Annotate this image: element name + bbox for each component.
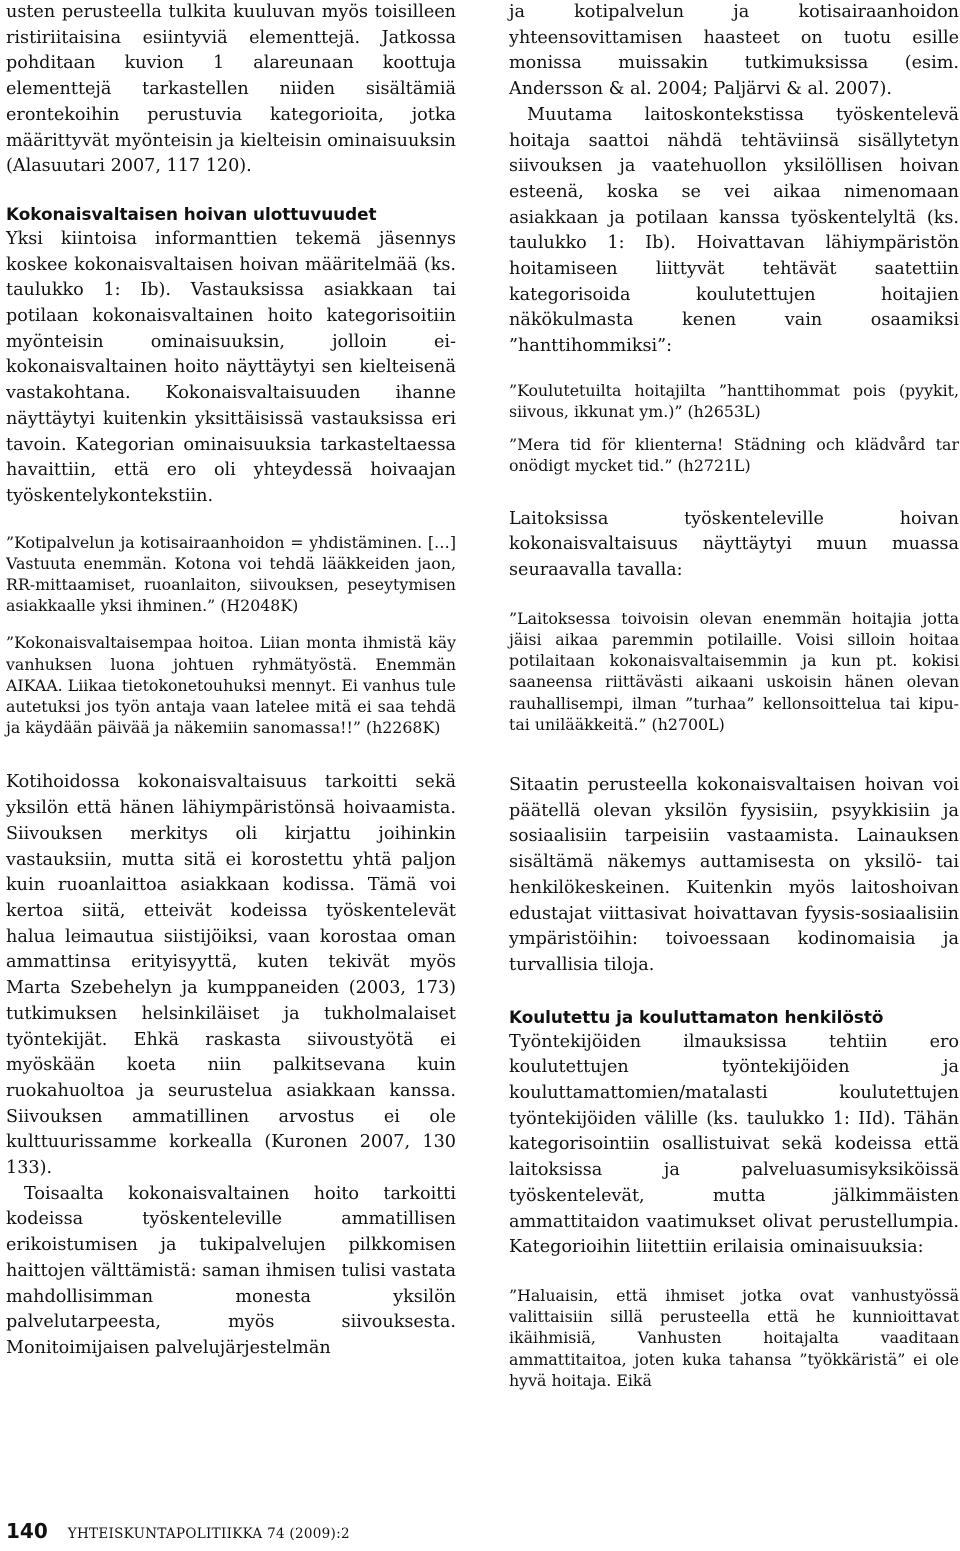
paragraph-institution-cleaning: Muutama laitoskontekstissa työskentelevä hoitaja saattoi nähdä tehtäviinsä sisällytetyn siivouksen ja vaatehuollon yksilöllisen hoivan esteenä, koska se vei aikaa nimenomaan asiakkaan ja potilaan kanssa työskentelyltä (ks. taulukko 1: Ib). Hoivattavan lähiympäristön hoitamiseen liittyvät tehtävät saatettiin kategorisoida koulutettujen hoitajien näkökulmasta kenen vain osaamiksi ”hanttihommiksi”: (509, 104, 959, 357)
page-footer (6, 1519, 350, 1547)
paragraph-on-the-other-hand: Toisaalta kokonaisvaltainen hoito tarkoitti kodeissa työskenteleville ammatillisen erikoistumisen ja tukipalvelujen pilkkomisen haittojen välttämistä: saman ihmisen tulisi vastata mahdollisimman monesta yksilön palvelutarpeesta, myös siivouksesta. Monitoimijaisen palvelujärjestelmän (6, 1183, 456, 1358)
section-heading-trained-staff: Koulutettu ja kouluttamaton henkilöstö (509, 1006, 884, 1027)
paragraph-home-care: Kotihoidossa kokonaisvaltaisuus tarkoitti sekä yksilön että hänen lähiympäristönsä hoivaamista. Siivouksen merkitys oli kirjattu joihinkin vastauksiin, mutta sitä ei korostettu yhtä paljon kuin ruoanlaittoa asiakkaan kodissa. Tämä voi kertoa siitä, etteivät kodeissa työskentelevät halua leimautua siistijöiksi, vaan korostaa oman ammattinsa erityisyyttä, kuten tekivät myös Marta Szebehelyn ja kumppaneiden (2003, 173) tutkimuksen helsinkiläiset ja tukholmalaiset työntekijät. Ehkä raskasta siivoustyötä ei myöskään koeta niin palkitsevana kuin ruokahuoltoa ja seurustelua asiakkaan kanssa. Siivouksen ammatillinen arvostus ei ole kulttuurissamme korkealla (Kuronen 2007, 130 133). (6, 772, 456, 1179)
right-column (509, 0, 959, 1391)
quote-h2048k: ”Kotipalvelun ja kotisairaanhoidon = yhdistäminen. […] Vastuuta enemmän. Kotona voi tehdä lääkkeiden jaon, RR-mittaamiset, ruoanlaiton, siivouksen, peseytymisen asiakkaalle yksi ihminen.” (H2048K) (6, 532, 456, 616)
page-number: 140 (6, 1519, 48, 1543)
paragraph-holistic-care: Yksi kiintoisa informanttien tekemä jäsennys koskee kokonaisvaltaisen hoivan määritelmää (ks. taulukko 1: Ib). Vastauksissa asiakkaan tai potilaan kokonaisvaltainen hoito kategorisoitiin myönteisin ominaisuuksin, jolloin ei-kokonaisvaltainen hoito näyttäytyi sen kielteisenä vastakohtana. Kokonaisvaltaisuuden ihanne näyttäytyi kuitenkin yksittäisissä vastauksissa eri tavoin. Kategorian ominaisuuksia tarkasteltaessa havaittiin, että ero oli yhteydessä hoivaajan työskentelykontekstiin. (6, 228, 456, 506)
left-column (6, 0, 456, 1362)
paragraph-institution-holistic: Laitoksissa työskenteleville hoivan kokonaisvaltaisuus näyttäytyi muun muassa seuraavalla tavalla: (509, 508, 959, 581)
quote-h2268k: ”Kokonaisvaltaisempaa hoitoa. Liian monta ihmistä käy vanhuksen luona johtuen ryhmätyöstä. Enemmän AIKAA. Liikaa tietokonetouhuksi mennyt. Ei vanhus tule autetuksi jos työn antaja vaan latelee mitä ei saa tehdä ja käydään päivää ja näkemiin sanomassa!!” (h2268K) (6, 633, 456, 738)
paragraph-continued: ja kotipalvelun ja kotisairaanhoidon yhteensovittamisen haasteet on tuotu esille monissa muissakin tutkimuksissa (esim. Andersson & al. 2004; Paljärvi & al. 2007). (509, 2, 959, 100)
paragraph-trained-staff: Työntekijöiden ilmauksissa tehtiin ero koulutettujen työntekijöiden ja kouluttamattomien/matalasti koulutettujen työntekijöiden välille (ks. taulukko 1: IId). Tähän kategorisointiin osallistuivat sekä kodeissa että laitoksissa ja palveluasumisyksiköissä työskentelevät, mutta jälkimmäisten ammattitaidon vaatimukset olivat perustellumpia. Kategorioihin liitettiin erilaisia ominaisuuksia: (509, 1031, 959, 1258)
journal-citation: YHTEISKUNTAPOLITIIKKA 74 (2009):2 (67, 1526, 350, 1542)
quote-h2653l: ”Koulutetuilta hoitajilta ”hanttihommat pois (pyykit, siivous, ikkunat ym.)” (h2653L) (509, 380, 959, 422)
paragraph-intro: usten perusteella tulkita kuuluvan myös toisilleen ristiriitaisina esiintyviä elementtejä. Jatkossa pohditaan kuvion 1 alareunaan koottuja elementtejä tarkastellen niiden sisältämiä erontekoihin perustuvia kategorioita, jotka määrittyvät myönteisin ja kielteisin ominaisuuksin (Alasuutari 2007, 117 120). (6, 2, 456, 177)
quote-h2700l: ”Laitoksessa toivoisin olevan enemmän hoitajia jotta jäisi aikaa paremmin potilaille. Voisi silloin hoitaa potilaitaan kokonaisvaltaisemmin ja kun pt. kokisi saaneensa riittävästi aikaani uskoisin hänen olevan rauhallisempi, ilman ”turhaa” kellonsoittelua tai kipu- tai unilääkkeitä.” (h2700L) (509, 608, 959, 734)
quote-h2721l: ”Mera tid för klienterna! Städning och klädvård tar onödigt mycket tid.” (h2721L) (509, 435, 959, 476)
paragraph-conclusion: Sitaatin perusteella kokonaisvaltaisen hoivan voi päätellä olevan yksilön fyysisiin, psyykkisiin ja sosiaalisiin tarpeisiin vastaamista. Lainauksen sisältämä näkemys auttamisesta on yksilö- tai henkilökeskeinen. Kuitenkin myös laitoshoivan edustajat viittasivat hoivattavan fyysis-sosiaalisiin ympäristöihin: toivoessaan kodinomaisia ja turvallisia tiloja. (509, 774, 959, 975)
section-heading-holistic-care: Kokonaisvaltaisen hoivan ulottuvuudet (6, 203, 377, 224)
quote-haluaisin: ”Haluaisin, että ihmiset jotka ovat vanhustyössä valittaisiin sillä perusteella että he kunnioittavat ikäihmisiä, Vanhusten hoitajalta vaaditaan ammattitaitoa, joten kuka tahansa ”työkkäristä” ei ole hyvä hoitaja. Eikä (509, 1285, 959, 1390)
